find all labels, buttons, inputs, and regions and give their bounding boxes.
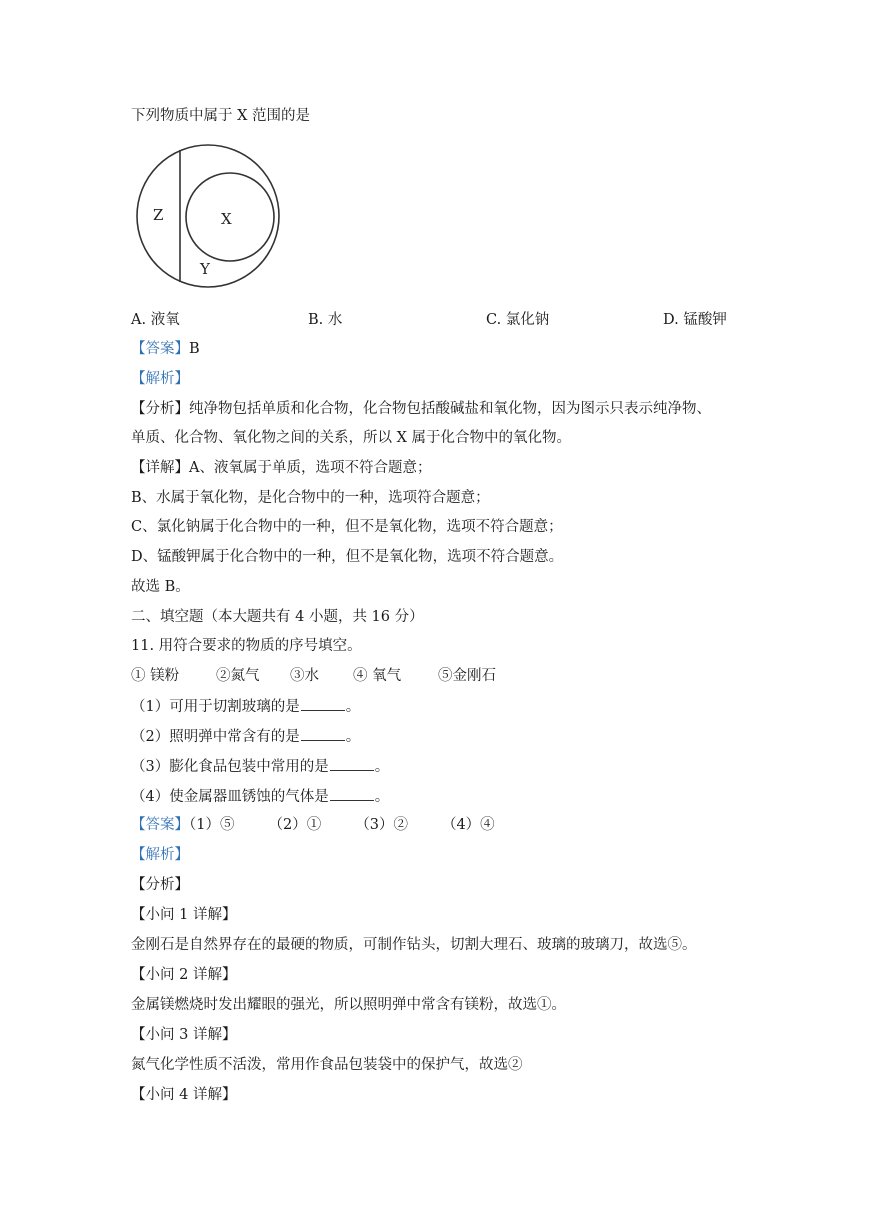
q11-answer-tag: 【答案】	[131, 817, 189, 833]
q11-stem: 11. 用符合要求的物质的序号填空。	[131, 638, 362, 654]
answer-line	[131, 339, 200, 359]
small-question-3-tag: 【小问 3 详解】	[131, 1027, 237, 1043]
substance-2: ②氮气	[216, 668, 260, 684]
substance-3: ③水	[290, 668, 319, 684]
label-y: Y	[200, 260, 210, 278]
small-question-2-text: 金属镁燃烧时发出耀眼的强光，所以照明弹中常含有镁粉，故选①。	[131, 997, 566, 1013]
sub-question-1	[131, 696, 360, 717]
answer-blank-1	[301, 696, 345, 711]
sub-question-2-end: 。	[345, 729, 361, 745]
fenxi-text-1: 纯净物包括单质和化合物，化合物包括酸碱盐和氧化物，因为图示只表示纯净物、	[189, 401, 711, 417]
answer-blank-4	[330, 786, 374, 801]
sub-question-4	[131, 786, 389, 807]
answer-tag: 【答案】	[131, 341, 189, 357]
venn-diagram	[134, 143, 286, 291]
substance-1: ① 镁粉	[131, 668, 180, 684]
section-heading: 二、填空题（本大题共有 4 小题，共 16 分）	[131, 609, 424, 625]
option-b: B. 水	[308, 312, 343, 328]
sub-question-1-text: （1）可用于切割玻璃的是	[131, 699, 300, 715]
q11-fenxi-tag: 【分析】	[131, 877, 189, 893]
sub-question-3-text: （3）膨化食品包装中常用的是	[131, 759, 329, 775]
detail-a-text: A、液氧属于单质，选项不符合题意；	[189, 460, 432, 476]
conclusion-line: 故选 B。	[131, 579, 190, 595]
sub-question-2-text: （2）照明弹中常含有的是	[131, 729, 300, 745]
answer-blank-2	[301, 726, 345, 741]
fenxi-tag: 【分析】	[131, 401, 189, 417]
option-c: C. 氯化钠	[486, 312, 550, 328]
substance-5: ⑤金刚石	[438, 668, 496, 684]
q11-answer-line	[131, 815, 495, 835]
fenxi-line-2: 单质、化合物、氧化物之间的关系，所以 X 属于化合物中的氧化物。	[131, 430, 572, 446]
detail-tag: 【详解】	[131, 460, 189, 476]
label-x: X	[221, 210, 232, 228]
answer-blank-3	[330, 756, 374, 771]
detail-d-line: D、锰酸钾属于化合物中的一种，但不是氧化物，选项不符合题意。	[131, 549, 564, 565]
fenxi-line-1	[131, 399, 711, 419]
option-d: D. 锰酸钾	[663, 312, 727, 328]
q11-answer-1: （1）⑤	[189, 817, 235, 833]
sub-question-1-end: 。	[345, 699, 361, 715]
label-z: Z	[153, 206, 164, 224]
small-question-4-tag: 【小问 4 详解】	[131, 1087, 237, 1103]
small-question-3-text: 氮气化学性质不活泼，常用作食品包装袋中的保护气，故选②	[131, 1057, 523, 1073]
sub-question-3	[131, 756, 389, 777]
answer-value: B	[189, 341, 200, 357]
sub-question-4-text: （4）使金属器皿锈蚀的气体是	[131, 789, 329, 805]
question-stem: 下列物质中属于 X 范围的是	[131, 108, 311, 124]
sub-question-2	[131, 726, 360, 747]
small-question-1-tag: 【小问 1 详解】	[131, 907, 237, 923]
q11-answer-3: （3）②	[355, 817, 408, 833]
analysis-tag: 【解析】	[131, 371, 189, 387]
small-question-2-tag: 【小问 2 详解】	[131, 967, 237, 983]
detail-b-line: B、水属于氧化物，是化合物中的一种，选项符合题意；	[131, 490, 490, 506]
sub-question-4-end: 。	[374, 789, 390, 805]
small-question-1-text: 金刚石是自然界存在的最硬的物质，可制作钻头，切割大理石、玻璃的玻璃刀，故选⑤。	[131, 937, 697, 953]
option-a: A. 液氧	[131, 312, 180, 328]
q11-answer-2: （2）①	[268, 817, 322, 833]
substance-4: ④ 氧气	[353, 668, 402, 684]
detail-c-line: C、氯化钠属于化合物中的一种，但不是氧化物，选项不符合题意；	[131, 519, 563, 535]
q11-analysis-tag: 【解析】	[131, 847, 189, 863]
q11-answer-4: （4）④	[441, 817, 495, 833]
detail-a-line	[131, 458, 431, 478]
sub-question-3-end: 。	[374, 759, 390, 775]
